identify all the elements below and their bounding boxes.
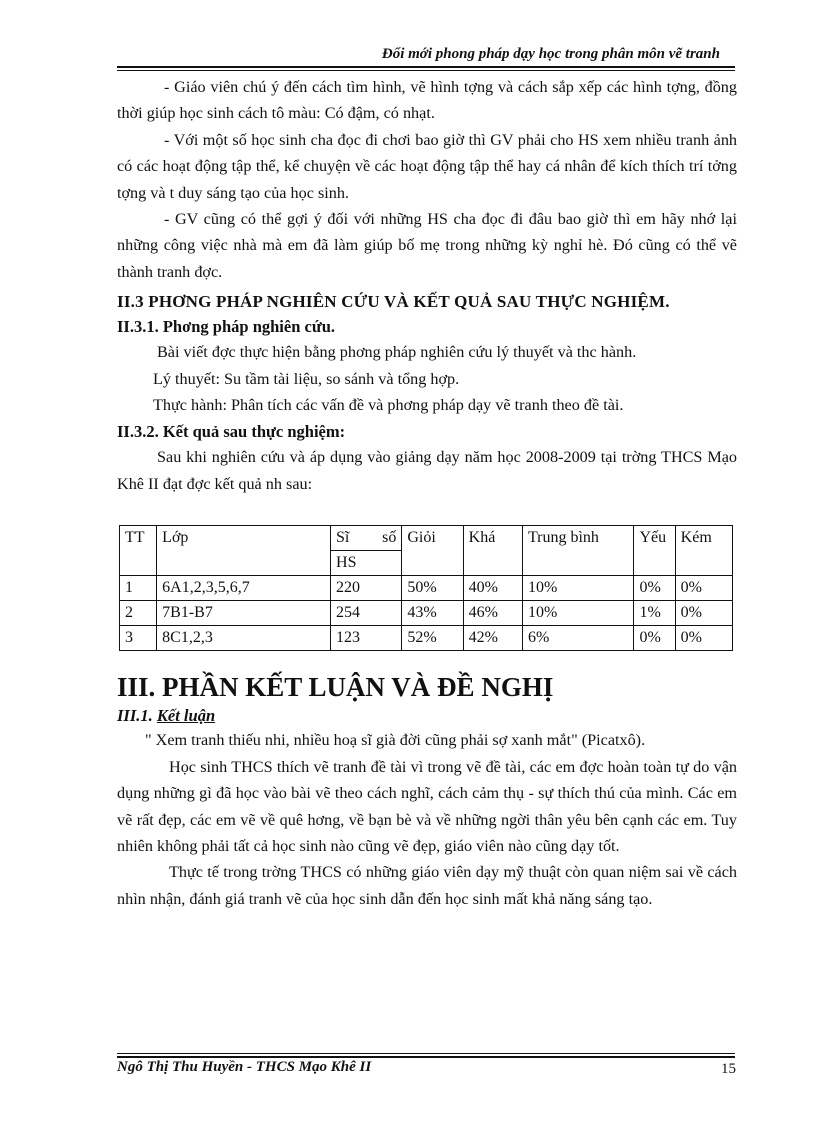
header-cell-text: số [382, 529, 397, 547]
table-cell: 40% [463, 576, 522, 601]
table-cell: 0% [675, 626, 732, 651]
page-number: 15 [721, 1061, 736, 1077]
header-cell-text: Sĩ [336, 529, 350, 547]
quote-paragraph: " Xem tranh thiếu nhi, nhiều hoạ sĩ già đời cũng phải sợ xanh mắt" (Picatxô). [145, 731, 646, 750]
paragraph: Học sinh THCS thích vẽ tranh đề tài vì trong vẽ đề tài, các em đợc hoàn toàn tự do vận dụng những gì đã học vào bài vẽ theo cách nghĩ, cách cảm thụ - sự thích thú của mình. Các em vẽ rất đẹp, các em vẽ về quê hơng, về bạn bè và về những ngời thân yêu bên cạnh các em. Tuy nhiên không phải tất cả học sinh nào cũng vẽ đẹp, giáo viên nào cũng dạy tốt. [117, 757, 737, 855]
table-cell: 2 [120, 601, 157, 626]
table-cell: 8C1,2,3 [157, 626, 331, 651]
table-cell: 10% [522, 576, 634, 601]
table-row [120, 601, 733, 626]
paragraph: Bài viết đợc thực hiện bằng phơng pháp nghiên cứu lý thuyết và thc hành. [157, 343, 637, 362]
table-cell: 3 [120, 626, 157, 651]
results-table [119, 525, 733, 651]
footer-rule [117, 1056, 735, 1058]
header-rule [117, 66, 735, 68]
table-cell: 0% [675, 601, 732, 626]
header-rule-thin [117, 70, 735, 71]
paragraph: Lý thuyết: Su tầm tài liệu, so sánh và tổng hợp. [153, 369, 460, 388]
table-header-row [120, 526, 733, 551]
table-cell: 1 [120, 576, 157, 601]
header-cell: Lớp [157, 526, 331, 576]
subsection-heading: II.3.1. Phơng pháp nghiên cứu. [117, 317, 336, 337]
table-row [120, 626, 733, 651]
table-cell: 0% [675, 576, 732, 601]
header-cell [331, 526, 402, 551]
paragraph: Thực hành: Phân tích các vấn đề và phơng pháp dạy vẽ tranh theo đề tài. [153, 396, 624, 415]
paragraph: - GV cũng có thể gợi ý đối với những HS cha đọc đi đâu bao giờ thì em hãy nhớ lại những công việc nhà mà em đã làm giúp bố mẹ trong những kỳ nghỉ hè. Đó cũng có thể vẽ thành tranh đợc. [117, 210, 737, 281]
footer-author: Ngô Thị Thu Huyền - THCS Mạo Khê II [117, 1059, 372, 1075]
table-cell: 7B1-B7 [157, 601, 331, 626]
table-cell: 6A1,2,3,5,6,7 [157, 576, 331, 601]
header-cell: Yếu [634, 526, 675, 576]
table-cell: 0% [634, 626, 675, 651]
running-header: Đổi mới phong pháp dạy học trong phân môn vẽ tranh [381, 46, 720, 62]
subsection-heading [117, 705, 737, 727]
paragraph: - Giáo viên chú ý đến cách tìm hình, vẽ hình tợng và cách sắp xếp các hình tợng, đồng thời giúp học sinh cách tô màu: Có đậm, có nhạt. [117, 78, 737, 123]
table-cell: 10% [522, 601, 634, 626]
header-cell: Kém [675, 526, 732, 576]
table-cell: 220 [331, 576, 402, 601]
subsection-heading: II.3.2. Kết quả sau thực nghiệm: [117, 422, 346, 442]
table-row [120, 576, 733, 601]
paragraph: - Với một số học sinh cha đọc đi chơi bao giờ thì GV phải cho HS xem nhiều tranh ảnh có các hoạt động tập thể, kể chuyện về các hoạt động tập thể hay cá nhân để kích thích trí tởng tợng và t duy sáng tạo của học sinh. [117, 130, 737, 202]
table-cell: 6% [522, 626, 634, 651]
header-cell: TT [120, 526, 157, 576]
header-cell: Giỏi [402, 526, 463, 576]
header-cell: Khá [463, 526, 522, 576]
subsection-title: Kết luận [156, 706, 216, 726]
chapter-heading: III. PHẦN KẾT LUẬN VÀ ĐỀ NGHỊ [117, 672, 554, 703]
table-cell: 1% [634, 601, 675, 626]
paragraph: Sau khi nghiên cứu và áp dụng vào giảng dạy năm học 2008-2009 tại trờng THCS Mạo Khê II đạt đợc kết quả nh sau: [117, 448, 737, 493]
table-cell: 46% [463, 601, 522, 626]
table-cell: 0% [634, 576, 675, 601]
paragraph: Thực tế trong trờng THCS có những giáo viên dạy mỹ thuật còn quan niệm sai về cách nhìn nhận, đánh giá tranh vẽ của học sinh dẫn đến học sinh mất khả năng sáng tạo. [117, 863, 737, 908]
table-cell: 42% [463, 626, 522, 651]
header-cell: Trung bình [522, 526, 634, 576]
table-cell: 43% [402, 601, 463, 626]
table-cell: 50% [402, 576, 463, 601]
subsection-number: III.1. [117, 706, 153, 726]
footer-rule-thin [117, 1053, 735, 1054]
header-cell: HS [331, 551, 402, 576]
table-cell: 254 [331, 601, 402, 626]
table-cell: 52% [402, 626, 463, 651]
table-cell: 123 [331, 626, 402, 651]
page-content [117, 74, 737, 912]
section-heading: II.3 PHƠNG PHÁP NGHIÊN CỨU VÀ KẾT QUẢ SAU THỰC NGHIỆM. [117, 292, 670, 312]
